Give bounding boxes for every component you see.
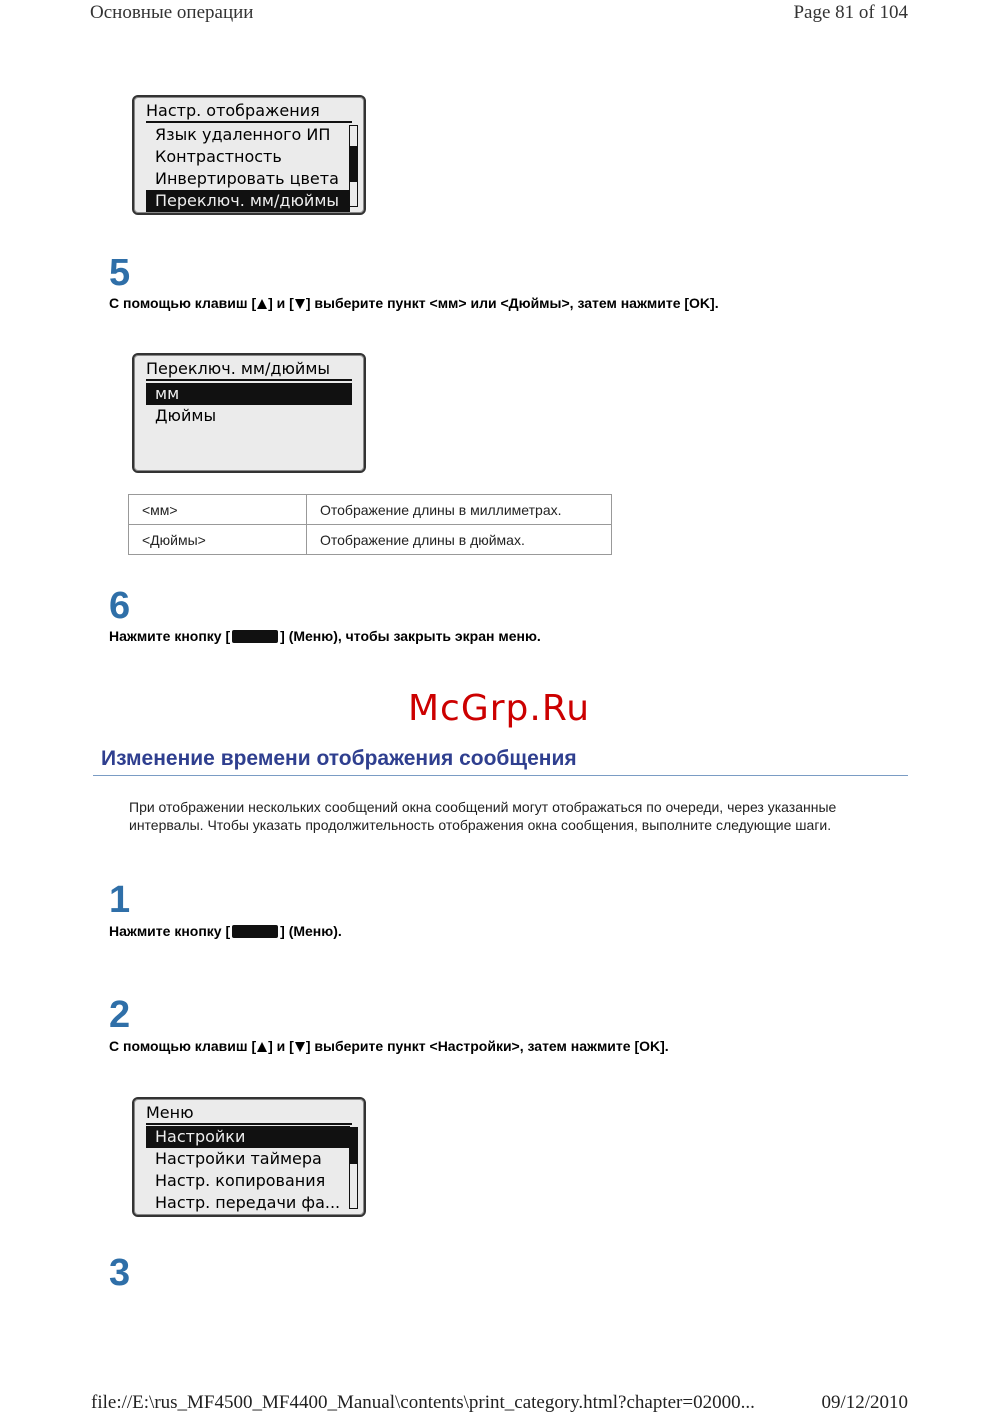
- lcd-row: Настройки таймера: [155, 1149, 322, 1168]
- step-number: 2: [109, 994, 131, 1036]
- lcd-row-selected: Настройки: [146, 1126, 350, 1148]
- page-number: Page 81 of 104: [793, 2, 908, 23]
- instruction-text: ] и [: [268, 295, 294, 311]
- lcd-title: Переключ. мм/дюймы: [146, 358, 352, 381]
- instruction-text: Нажмите кнопку [: [109, 628, 231, 644]
- lcd-row: Язык удаленного ИП: [155, 125, 331, 144]
- footer-file-path: file://E:\rus_MF4500_MF4400_Manual\contents\print_category.html?chapter=02000...: [91, 1392, 755, 1413]
- step-instruction: [109, 295, 719, 311]
- lcd-scroll-thumb: [350, 146, 357, 182]
- lcd-display-display-settings: [132, 95, 366, 215]
- page-header-title: Основные операции: [90, 2, 254, 23]
- menu-key-icon: [232, 630, 278, 643]
- lcd-title: Меню: [146, 1102, 352, 1125]
- step-number: 1: [109, 879, 131, 921]
- section-divider: [93, 775, 908, 776]
- step-instruction: [109, 628, 541, 644]
- lcd-row-selected: Переключ. мм/дюймы: [146, 190, 350, 212]
- lcd-row: Инвертировать цвета: [155, 169, 339, 188]
- table-row: [129, 525, 612, 555]
- lcd-title: Настр. отображения: [146, 100, 352, 123]
- instruction-text: ] выберите пункт <мм> или <Дюймы>, затем нажмите [OK].: [305, 295, 719, 311]
- instruction-text: ] выберите пункт <Настройки>, затем нажмите [OK].: [305, 1038, 669, 1054]
- down-arrow-key-icon: [294, 298, 306, 310]
- lcd-scroll-thumb: [350, 1128, 357, 1164]
- instruction-text: ] (Меню).: [280, 923, 342, 939]
- watermark: McGrp.Ru: [408, 688, 591, 729]
- footer-date: 09/12/2010: [821, 1392, 908, 1413]
- description-cell: Отображение длины в дюймах.: [307, 525, 612, 555]
- instruction-text: ] (Меню), чтобы закрыть экран меню.: [280, 628, 541, 644]
- lcd-row-selected: мм: [146, 383, 352, 405]
- option-cell: <мм>: [129, 495, 307, 525]
- up-arrow-key-icon: [256, 298, 268, 310]
- lcd-scrollbar: [349, 1127, 358, 1209]
- instruction-text: С помощью клавиш [: [109, 295, 257, 311]
- description-cell: Отображение длины в миллиметрах.: [307, 495, 612, 525]
- section-title: Изменение времени отображения сообщения: [101, 747, 577, 770]
- instruction-text: ] и [: [268, 1038, 294, 1054]
- option-cell: <Дюймы>: [129, 525, 307, 555]
- down-arrow-key-icon: [294, 1041, 306, 1053]
- step-number: 3: [109, 1252, 131, 1294]
- step-instruction: [109, 1038, 669, 1054]
- lcd-row: Контрастность: [155, 147, 282, 166]
- step-instruction: [109, 923, 342, 939]
- table-row: [129, 495, 612, 525]
- up-arrow-key-icon: [256, 1041, 268, 1053]
- section-paragraph: При отображении нескольких сообщений окна сообщений могут отображаться по очереди, через указанные интервалы. Чтобы указать продолжительность отображения окна сообщения, выполните следующие шаги.: [129, 799, 837, 833]
- menu-key-icon: [232, 925, 278, 938]
- lcd-row: Настр. передачи фа...: [155, 1193, 341, 1212]
- lcd-scrollbar: [349, 125, 358, 207]
- step-number: 5: [109, 252, 131, 294]
- instruction-text: Нажмите кнопку [: [109, 923, 231, 939]
- lcd-display-menu: [132, 1097, 366, 1217]
- options-table: [128, 494, 612, 555]
- instruction-text: С помощью клавиш [: [109, 1038, 257, 1054]
- lcd-row: Настр. копирования: [155, 1171, 326, 1190]
- step-number: 6: [109, 585, 131, 627]
- lcd-row: Дюймы: [155, 406, 217, 425]
- lcd-display-mm-inch: [132, 353, 366, 473]
